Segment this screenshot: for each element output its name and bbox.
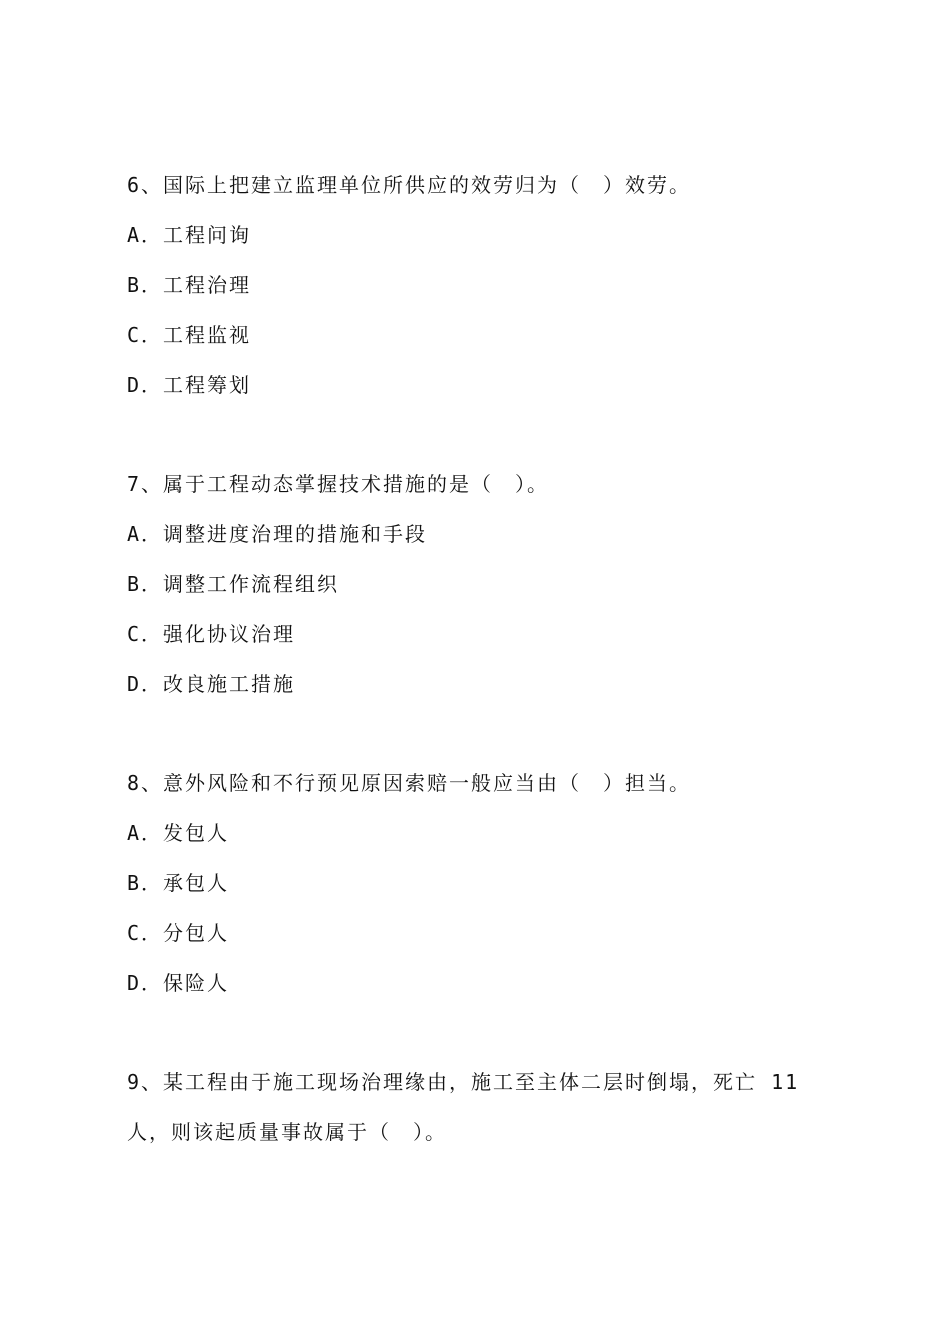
option-a: A．工程问询 bbox=[127, 223, 252, 247]
option-b: B．调整工作流程组织 bbox=[127, 572, 340, 596]
option-d: D．保险人 bbox=[127, 971, 230, 995]
question-stem: 7、属于工程动态掌握技术措施的是（ ）。 bbox=[127, 472, 550, 496]
question-7 bbox=[127, 459, 837, 709]
option-a: A．发包人 bbox=[127, 821, 230, 845]
option-b: B．承包人 bbox=[127, 871, 230, 895]
option-b: B．工程治理 bbox=[127, 273, 252, 297]
option-c: C．工程监视 bbox=[127, 323, 252, 347]
question-6 bbox=[127, 160, 837, 410]
question-stem: 8、意外风险和不行预见原因索赔一般应当由（ ）担当。 bbox=[127, 771, 692, 795]
option-d: D．改良施工措施 bbox=[127, 672, 296, 696]
question-9 bbox=[127, 1057, 837, 1157]
option-c: C．强化协议治理 bbox=[127, 622, 296, 646]
question-stem: 6、国际上把建立监理单位所供应的效劳归为（ ）效劳。 bbox=[127, 173, 692, 197]
option-a: A．调整进度治理的措施和手段 bbox=[127, 522, 428, 546]
option-c: C．分包人 bbox=[127, 921, 230, 945]
question-list bbox=[127, 160, 837, 1206]
option-d: D．工程筹划 bbox=[127, 373, 252, 397]
question-stem: 9、某工程由于施工现场治理缘由，施工至主体二层时倒塌，死亡 11人，则该起质量事故属于（ ）。 bbox=[127, 1070, 800, 1144]
question-8 bbox=[127, 758, 837, 1008]
